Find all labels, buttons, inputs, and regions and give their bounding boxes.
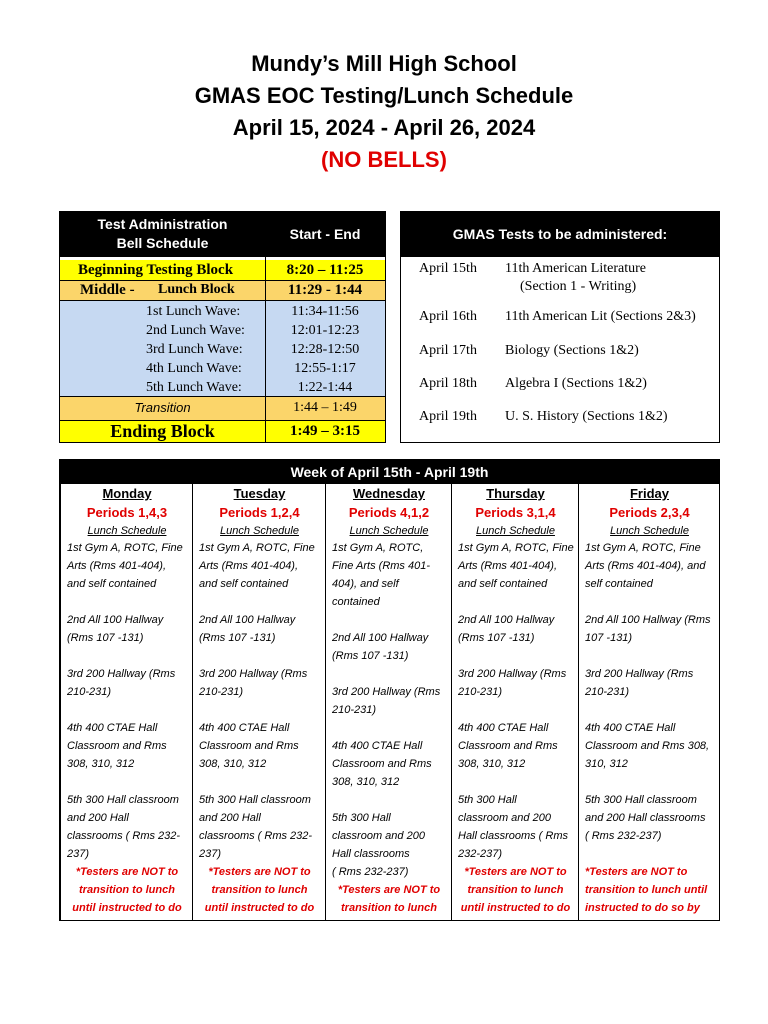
test-date: April 15th	[419, 261, 477, 276]
wave-labels	[146, 302, 245, 397]
transition-row	[60, 396, 385, 420]
row-rule	[60, 396, 385, 397]
test-date: April 16th	[419, 309, 477, 324]
beginning-block-label: Beginning Testing Block	[78, 262, 234, 278]
bell-divider	[265, 257, 266, 442]
lunch-schedule-label: Lunch Schedule	[220, 525, 299, 537]
wave-entry-3: 3rd 200 Hallway (Rms 210-231)	[332, 686, 441, 716]
day-column-wednesday	[325, 484, 452, 920]
day-column-friday	[578, 484, 720, 920]
wave-entry-1: 1st Gym A, ROTC, Fine Arts (Rms 401-404), and self contained	[585, 542, 706, 590]
test-name: Biology (Sections 1&2)	[505, 343, 639, 358]
wave-entry-3: 3rd 200 Hallway (Rms 210-231)	[67, 668, 176, 698]
wave-entry-2: 2nd All 100 Hallway (Rms 107 -131)	[199, 614, 296, 644]
wave-entry-2: 2nd All 100 Hallway (Rms 107 -131)	[332, 632, 429, 662]
no-bells-note: (NO BELLS)	[321, 147, 447, 172]
wave-time: 12:28-12:50	[290, 342, 360, 357]
day-periods: Periods 1,2,4	[219, 505, 300, 520]
wave-time: 12:55-1:17	[294, 361, 356, 376]
test-name: Algebra I (Sections 1&2)	[505, 376, 647, 391]
testers-warning: *Testers are NOT to transition to lunch until instructed to do	[72, 866, 182, 914]
wave-entry-3: 3rd 200 Hallway (Rms 210-231)	[199, 668, 308, 698]
week-schedule-table	[59, 459, 720, 921]
wave-time: 11:34-11:56	[291, 304, 359, 319]
wave-entry-2: 2nd All 100 Hallway (Rms 107 -131)	[458, 614, 555, 644]
wave-entry-1: 1st Gym A, ROTC, Fine Arts (Rms 401-404), and self contained	[67, 542, 183, 590]
test-date: April 18th	[419, 376, 477, 391]
lunch-schedule-label: Lunch Schedule	[476, 525, 555, 537]
wave-entry-4: 4th 400 CTAE Hall Classroom and Rms 308, 310, 312	[458, 722, 558, 770]
lunch-block-time: 11:29 - 1:44	[287, 282, 363, 298]
wave-time: 1:22-1:44	[297, 380, 353, 395]
bell-header-col2: Start - End	[289, 226, 361, 242]
middle-label: Middle -	[80, 282, 135, 298]
beginning-block-time: 8:20 – 11:25	[286, 262, 364, 278]
wave-entry-3: 3rd 200 Hallway (Rms 210-231)	[585, 668, 694, 698]
testers-warning: *Testers are NOT to transition to lunch	[337, 884, 441, 914]
lunch-waves	[60, 300, 385, 396]
wave-label: 2nd Lunch Wave:	[146, 323, 245, 338]
test-name: U. S. History (Sections 1&2)	[505, 409, 668, 424]
tests-header: GMAS Tests to be administered:	[401, 212, 719, 257]
ending-block-row	[60, 420, 385, 442]
wave-label: 3rd Lunch Wave:	[146, 342, 243, 357]
wave-times	[265, 302, 385, 397]
wave-time: 12:01-12:23	[290, 323, 360, 338]
day-periods: Periods 3,1,4	[475, 505, 556, 520]
test-date: April 17th	[419, 343, 477, 358]
day-name: Wednesday	[352, 486, 425, 501]
test-name: 11th American Lit (Sections 2&3)	[505, 309, 696, 324]
wave-entry-2: 2nd All 100 Hallway (Rms 107 -131)	[67, 614, 164, 644]
wave-entry-4: 4th 400 CTAE Hall Classroom and Rms 308, 310, 312	[67, 722, 167, 770]
wave-entry-5: 5th 300 Hall classroom and 200 Hall classrooms ( Rms 232-237)	[585, 794, 706, 842]
row-rule	[60, 300, 385, 301]
wave-entry-4: 4th 400 CTAE Hall Classroom and Rms 308, 310, 312	[585, 722, 710, 770]
wave-entry-3: 3rd 200 Hallway (Rms 210-231)	[458, 668, 567, 698]
day-periods: Periods 4,1,2	[348, 505, 430, 520]
day-name: Thursday	[486, 486, 545, 501]
wave-label: 1st Lunch Wave:	[146, 304, 241, 319]
wave-entry-1: 1st Gym A, ROTC, Fine Arts (Rms 401- 404), and self contained	[332, 542, 431, 608]
wave-entry-5: 5th 300 Hall classroom and 200 Hall classrooms ( Rms 232-237)	[332, 812, 425, 878]
day-name: Tuesday	[233, 486, 286, 501]
lunch-block-label: Lunch Block	[158, 282, 235, 297]
day-periods: Periods 2,3,4	[609, 505, 690, 520]
wave-entry-5: 5th 300 Hall classroom and 200 Hall classrooms ( Rms 232-237)	[458, 794, 569, 860]
wave-label: 4th Lunch Wave:	[146, 361, 242, 376]
gmas-tests-table	[400, 211, 720, 443]
day-column-tuesday	[192, 484, 326, 920]
test-name-line2: (Section 1 - Writing)	[520, 279, 637, 294]
wave-entry-5: 5th 300 Hall classroom and 200 Hall classrooms ( Rms 232- 237)	[67, 794, 181, 860]
lunch-schedule-label: Lunch Schedule	[610, 525, 689, 537]
test-date: April 19th	[419, 409, 477, 424]
test-name: 11th American Literature	[505, 261, 646, 276]
ending-block-label: Ending Block	[110, 421, 215, 441]
testers-warning: *Testers are NOT to transition to lunch until instructed to do	[460, 866, 571, 914]
bell-header-col1	[60, 215, 265, 253]
bell-header-line1: Test Administration	[97, 216, 228, 232]
transition-time: 1:44 – 1:49	[293, 400, 357, 415]
day-column-monday	[60, 484, 193, 920]
transition-label: Transition	[134, 400, 191, 415]
row-rule	[60, 420, 385, 421]
day-periods: Periods 1,4,3	[86, 505, 168, 520]
wave-entry-1: 1st Gym A, ROTC, Fine Arts (Rms 401-404), and self contained	[199, 542, 315, 590]
testers-warning: *Testers are NOT to transition to lunch until instructed to do so by	[585, 866, 708, 914]
wave-entry-4: 4th 400 CTAE Hall Classroom and Rms 308, 310, 312	[199, 722, 299, 770]
bell-schedule-table	[59, 211, 386, 443]
wave-entry-2: 2nd All 100 Hallway (Rms 107 -131)	[585, 614, 711, 644]
day-name: Friday	[629, 486, 669, 501]
row-rule	[60, 280, 385, 281]
schedule-title: GMAS EOC Testing/Lunch Schedule	[194, 83, 574, 108]
bell-header-line2: Bell Schedule	[116, 235, 209, 251]
school-title: Mundy’s Mill High School	[251, 51, 517, 76]
testers-warning: *Testers are NOT to transition to lunch until instructed to do	[204, 866, 315, 914]
lunch-block-row	[60, 280, 385, 300]
week-header: Week of April 15th - April 19th	[60, 460, 719, 484]
wave-entry-5: 5th 300 Hall classroom and 200 Hall classrooms ( Rms 232- 237)	[199, 794, 313, 860]
bell-table-header	[60, 212, 385, 257]
day-column-thursday	[451, 484, 579, 920]
lunch-schedule-label: Lunch Schedule	[87, 525, 167, 537]
wave-label: 5th Lunch Wave:	[146, 380, 242, 395]
wave-entry-1: 1st Gym A, ROTC, Fine Arts (Rms 401-404), and self contained	[458, 542, 574, 590]
date-range: April 15, 2024 - April 26, 2024	[232, 115, 536, 140]
wave-entry-4: 4th 400 CTAE Hall Classroom and Rms 308, 310, 312	[332, 740, 432, 788]
beginning-block-row	[60, 260, 385, 280]
day-name: Monday	[102, 486, 152, 501]
lunch-schedule-label: Lunch Schedule	[349, 525, 429, 537]
ending-block-time: 1:49 – 3:15	[290, 423, 360, 439]
